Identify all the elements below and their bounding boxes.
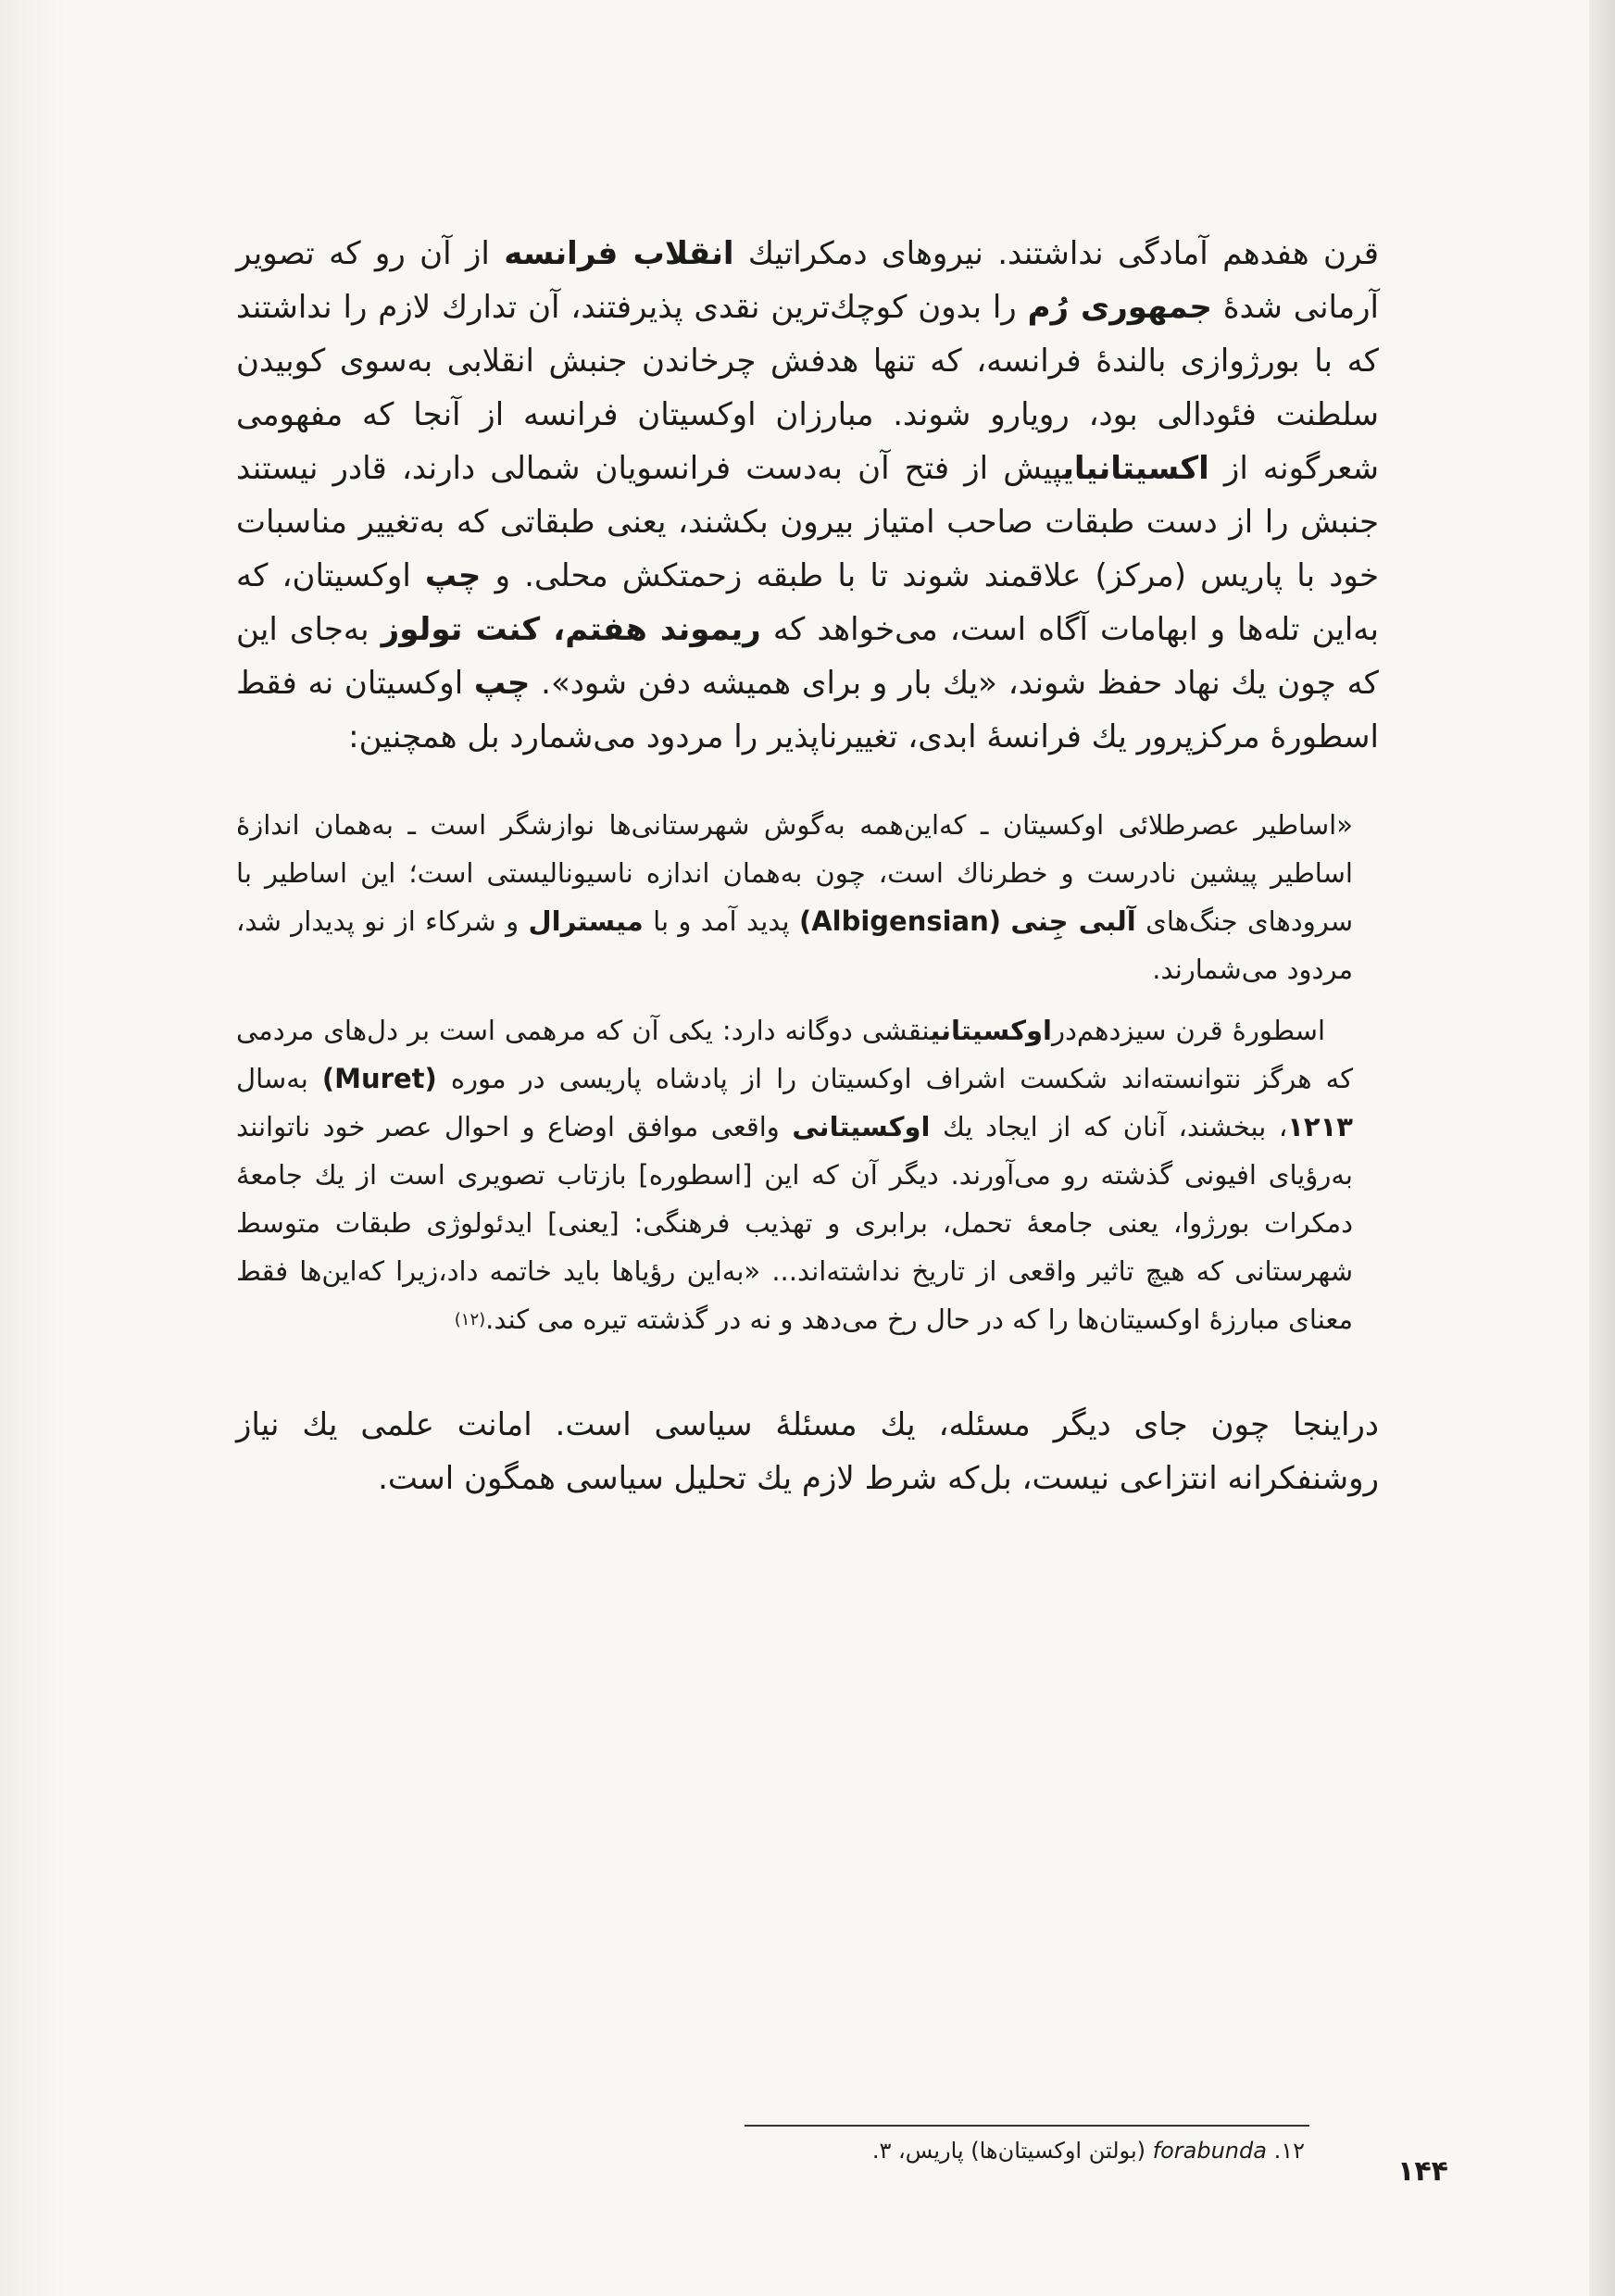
footnote-title: forabunda <box>1152 2138 1267 2164</box>
closing-paragraph: دراینجا چون جای دیگر مسئله، یك مسئلهٔ سیاسی است. امانت علمی یك نیاز روشنفکرانه انتزاعی نیست، بل‌که شرط لازم یك تحلیل سیاسی همگون است. <box>236 1406 1379 1497</box>
term-occitanie: اوکسیتانی <box>792 1111 931 1142</box>
main-paragraph <box>236 227 1379 764</box>
page-edge-right <box>1589 0 1615 2296</box>
block-quote-1 <box>236 801 1353 993</box>
footnote-reference: (۱۲) <box>454 1310 486 1329</box>
term-roman-republic: جمهوری رُم <box>1027 289 1212 326</box>
page-number: ۱۴۴ <box>1397 2155 1448 2188</box>
text-run: را بدون کوچك‌ترین نقدی پذیرفتند، آن تدارك لازم را نداشتند که با بورژوازی بالندهٔ فرانسه، که تنها هدفش چرخاندن جنبش انقلابی به‌سوی کوبیدن سلطنت فئودالی بود، رویارو شوند. مبارزان اوکسیتان فرانسه از آنجا که مفهومی شعرگونه از <box>236 289 1379 487</box>
text-run: اوکسیتان، که به‌این تله‌ها و ابهامات آگاه است، می‌خواهد که <box>236 557 1379 648</box>
text-run: نقشی دوگانه دارد: یکی آن که مرهمی است بر دل‌های مردمی که هرگز نتوانسته‌اند شکست اشراف اوکسیتان را از پادشاه پاریسی در موره <box>236 1015 1354 1094</box>
text-run: اوکسیتان نه فقط اسطورهٔ مرکزپرور یك فرانسهٔ ابدی، تغییرناپذیر را مردود می‌شمارد بل همچنین: <box>236 665 1379 755</box>
text-run: به‌سال <box>236 1063 322 1094</box>
page-edge-left <box>0 0 65 2296</box>
term-albigensian: آلبی‌ جِنی <box>1010 905 1136 937</box>
footnote-text: (بولتن اوکسیتان‌ها) پاریس، ۳. <box>871 2138 1153 2164</box>
term-occitania: اکسیتانیای <box>1062 450 1209 487</box>
term-occitanie: اوکسیتانی <box>930 1015 1052 1046</box>
term-french-revolution: انقلاب فرانسه <box>504 235 734 272</box>
year-1213: ۱۲۱۳ <box>1287 1111 1354 1142</box>
text-run: از آن رو که تصویر آرمانی شدهٔ <box>236 235 1379 326</box>
block-quote-2 <box>236 1006 1353 1344</box>
term-left: چپ <box>473 665 531 702</box>
latin-term-albigensian: (Albigensian) <box>798 905 1002 937</box>
text-run: اسطورهٔ قرن سیزدهم‌در <box>1051 1015 1325 1046</box>
page-body <box>236 227 1379 1505</box>
text-run: پدید آمد و با <box>643 905 799 937</box>
footnote-divider <box>745 2125 1309 2127</box>
text-run: قرن هفدهم آمادگی نداشتند. نیروهای دمکراتیك <box>733 235 1379 272</box>
text-run: پیش از فتح آن به‌دست فرانسویان شمالی دارند، قادر نیستند جنبش را از دست طبقات صاحب امتیاز بیرون بکشند، یعنی طبقاتی که به‌تغییر مناسبات خود با پاریس (مرکز) علاقمند شوند تا با طبقه زحمتکش محلی. و <box>236 450 1380 594</box>
text-run: ، ببخشند، آنان که از ایجاد یك <box>930 1111 1288 1142</box>
text-run: و شرکاء از نو پدیدار شد، مردود می‌شمارند. <box>236 905 1353 985</box>
text-run: واقعی موافق اوضاع و احوال عصر خود ناتوانند به‌رؤیای افیونی گذشته رو می‌آورند. دیگر آن که این [اسطوره] بازتاب تصویری است از یك جامعهٔ دمکرات بورژوا، یعنی جامعهٔ تحمل، برابری و تهذیب فرهنگی: [یعنی] ایدئولوژی طبقات متوسط شهرستانی که هیچ تاثیر واقعی از تاریخ نداشته‌اند... «به‌این رؤیاها باید خاتمه داد،زیرا که‌این‌ها فقط معنای مبارزهٔ اوکسیتان‌ها را که در حال رخ می‌دهد و نه در گذشته تیره می کند. <box>236 1111 1353 1335</box>
text-run: به‌جای این که چون یك نهاد حفظ شوند، «یك بار و برای همیشه دفن شود». <box>236 611 1379 702</box>
footnote-number: ۱۲. <box>1273 2138 1305 2164</box>
footnote <box>872 2132 1305 2169</box>
text-run: «اساطیر عصرطلائی اوکسیتان ـ که‌این‌همه به‌گوش شهرستانی‌ها نوازشگر است ـ به‌همان اندازهٔ اساطیر پیشین نادرست و خطرناك است، چون به‌همان اندازه ناسیونالیستی است؛ این اساطیر با سرودهای جنگ‌های <box>236 809 1353 937</box>
term-mistral: میسترال <box>528 905 644 937</box>
latin-term-muret: (Muret) <box>321 1063 437 1094</box>
term-raymond-vii: ریموند هفتم، کنت تولوز <box>381 611 761 648</box>
term-left: چپ <box>424 557 482 594</box>
